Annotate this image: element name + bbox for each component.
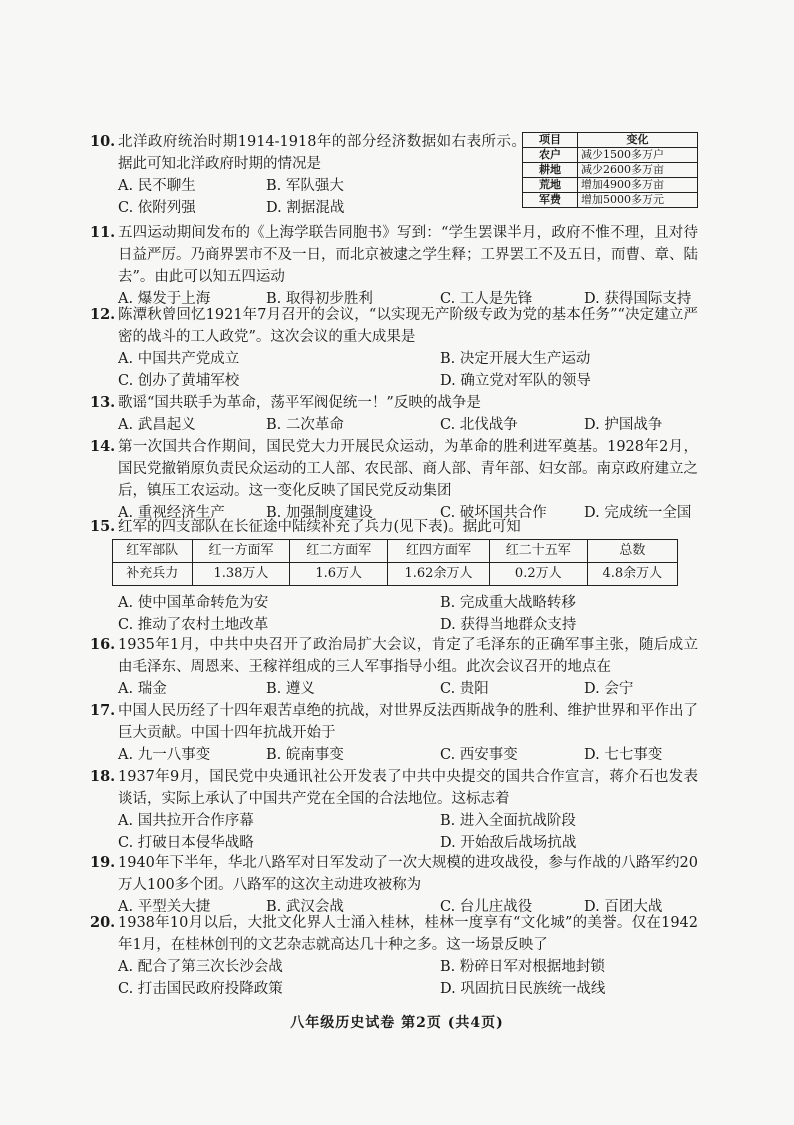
table-header-row [523, 133, 698, 148]
option-c[interactable]: C. 贵阳 [440, 681, 489, 697]
option-row [92, 592, 698, 614]
option-a[interactable]: A. 重视经济生产 [118, 505, 225, 521]
table-row [523, 193, 698, 208]
question-16 [92, 634, 698, 700]
option-b[interactable]: B. 取得初步胜利 [266, 291, 373, 307]
question-number: 17. [90, 702, 116, 719]
question-text: 陈潭秋曾回忆1921年7月召开的会议，“以实现无产阶级专政为党的基本任务”“决定建立严密的战斗的工人政党”。这次会议的重大成果是 [118, 307, 698, 345]
table-cell: 军费 [523, 193, 578, 208]
table-row [113, 563, 678, 586]
option-b[interactable]: B. 皖南事变 [266, 747, 344, 763]
question-number: 15. [90, 518, 116, 535]
question-number: 11. [90, 224, 116, 241]
option-d[interactable]: D. 确立党对军队的领导 [440, 373, 591, 389]
question-text: 1940年下半年，华北八路军对日军发动了一次大规模的进攻战役，参与作战的八路军约20万人100多个团。八路军的这次主动进攻被称为 [118, 855, 698, 893]
option-row [92, 810, 698, 832]
table-cell: 减少2600多万亩 [578, 163, 698, 178]
option-d[interactable]: D. 会宁 [584, 681, 634, 697]
economic-data-table [522, 132, 698, 208]
table-header-row [113, 540, 678, 563]
option-row [92, 744, 698, 766]
option-row [92, 614, 698, 636]
option-a[interactable]: A. 国共拉开合作序幕 [118, 813, 254, 829]
question-text: 1937年9月，国民党中央通讯社公开发表了中共中央提交的国共合作宣言，蒋介石也发表谈话，实际上承认了中国共产党在全国的合法地位。这标志着 [118, 769, 698, 807]
option-d[interactable]: D. 巩固抗日民族统一战线 [440, 981, 606, 997]
option-a[interactable]: A. 民不聊生 [118, 178, 196, 194]
option-b[interactable]: B. 完成重大战略转移 [440, 595, 576, 611]
red-army-reinforcement-table [112, 539, 678, 586]
option-c[interactable]: C. 打击国民政府投降政策 [118, 981, 283, 997]
table-cell: 荒地 [523, 178, 578, 193]
question-17 [92, 700, 698, 766]
table-header: 红军部队 [113, 540, 193, 563]
table-cell: 增加5000多万元 [578, 193, 698, 208]
table-row [523, 163, 698, 178]
question-20 [92, 912, 698, 1000]
option-b[interactable]: B. 遵义 [266, 681, 315, 697]
table-header: 红四方面军 [388, 540, 490, 563]
question-text: 中国人民历经了十四年艰苦卓绝的抗战，对世界反法西斯战争的胜利、维护世界和平作出了巨大贡献。中国十四年抗战开始于 [118, 703, 698, 741]
option-row [92, 956, 698, 978]
option-a[interactable]: A. 平型关大捷 [118, 899, 211, 915]
option-c[interactable]: C. 依附列强 [118, 200, 196, 216]
question-number: 19. [90, 854, 116, 871]
option-d[interactable]: D. 百团大战 [584, 899, 663, 915]
option-c[interactable]: C. 打破日本侵华战略 [118, 835, 254, 851]
option-b[interactable]: B. 决定开展大生产运动 [440, 351, 591, 367]
table-cell: 农户 [523, 148, 578, 163]
table-cell: 1.6万人 [290, 563, 388, 586]
option-b[interactable]: B. 粉碎日军对根据地封锁 [440, 959, 605, 975]
option-a[interactable]: A. 使中国革命转危为安 [118, 595, 269, 611]
option-c[interactable]: C. 推动了农村土地改革 [118, 617, 269, 633]
option-b[interactable]: B. 加强制度建设 [266, 505, 373, 521]
question-number: 16. [90, 636, 116, 653]
option-d[interactable]: D. 完成统一全国 [584, 505, 692, 521]
question-text: 歌谣“国共联手为革命，荡平军阀促统一！”反映的战争是 [118, 395, 481, 411]
question-text: 第一次国共合作期间，国民党大力开展民众运动，为革命的胜利进军奠基。1928年2月，国民党撤销原负责民众运动的工人部、农民部、商人部、青年部、妇女部。南京政府建立之后，镇压工农运动。这一变化反映了国民党反动集团 [118, 439, 698, 499]
table-cell: 增加4900多万亩 [578, 178, 698, 193]
question-14 [92, 436, 698, 524]
table-header: 总数 [587, 540, 677, 563]
option-c[interactable]: C. 台儿庄战役 [440, 899, 533, 915]
question-number: 20. [90, 914, 116, 931]
option-d[interactable]: D. 开始敌后战场抗战 [440, 835, 577, 851]
option-c[interactable]: C. 西安事变 [440, 747, 518, 763]
table-cell: 耕地 [523, 163, 578, 178]
option-c[interactable]: C. 工人是先锋 [440, 291, 533, 307]
table-cell: 1.62余万人 [388, 563, 490, 586]
option-b[interactable]: B. 武汉会战 [266, 899, 344, 915]
option-row [92, 370, 698, 392]
question-text: 北洋政府统治时期1914-1918年的部分经济数据如右表所示。据此可知北洋政府时期的情况是 [118, 134, 526, 172]
option-d[interactable]: D. 获得当地群众支持 [440, 617, 577, 633]
question-number: 10. [90, 133, 116, 150]
option-d[interactable]: D. 七七事变 [584, 747, 663, 763]
option-c[interactable]: C. 北伐战争 [440, 417, 518, 433]
table-header: 红二十五军 [489, 540, 587, 563]
question-15-options [92, 592, 698, 636]
question-number: 13. [90, 394, 116, 411]
table-row [523, 148, 698, 163]
option-c[interactable]: C. 创办了黄埔军校 [118, 373, 240, 389]
option-a[interactable]: A. 瑞金 [118, 681, 167, 697]
table-header: 红二方面军 [290, 540, 388, 563]
question-18 [92, 766, 698, 854]
question-text: 1938年10月以后，大批文化界人士涌入桂林，桂林一度享有“文化城”的美誉。仅在1942年1月，在桂林创刊的文艺杂志就高达几十种之多。这一场景反映了 [118, 915, 698, 953]
option-d[interactable]: D. 割据混战 [266, 200, 345, 216]
option-d[interactable]: D. 护国战争 [584, 417, 663, 433]
option-row [92, 832, 698, 854]
option-d[interactable]: D. 获得国际支持 [584, 291, 692, 307]
option-b[interactable]: B. 军队强大 [266, 178, 344, 194]
option-row [92, 414, 698, 436]
option-a[interactable]: A. 配合了第三次长沙会战 [118, 959, 283, 975]
option-a[interactable]: A. 爆发于上海 [118, 291, 211, 307]
table-cell: 4.8余万人 [587, 563, 677, 586]
table-cell: 0.2万人 [489, 563, 587, 586]
table-cell: 补充兵力 [113, 563, 193, 586]
question-number: 12. [90, 306, 116, 323]
page-footer: 八年级历史试卷 第2页 (共4页) [290, 1015, 504, 1031]
table-row [523, 178, 698, 193]
option-row [92, 348, 698, 370]
option-row [92, 978, 698, 1000]
question-19 [92, 852, 698, 918]
question-text: 红军的四支部队在长征途中陆续补充了兵力(见下表)。据此可知 [118, 519, 521, 535]
option-b[interactable]: B. 二次革命 [266, 417, 344, 433]
question-number: 18. [90, 768, 116, 785]
question-text: 五四运动期间发布的《上海学联告同胞书》写到：“学生罢课半月，政府不惟不理，且对待日益严厉。乃商界罢市不及一日，而北京被逮之学生释；工界罢工不及五日，而曹、章、陆去”。由此可以知五四运动 [118, 225, 698, 285]
option-row [92, 678, 698, 700]
option-a[interactable]: A. 武昌起义 [118, 417, 196, 433]
table-header: 红一方面军 [192, 540, 290, 563]
option-a[interactable]: A. 九一八事变 [118, 747, 211, 763]
table-cell: 1.38万人 [192, 563, 290, 586]
table-header: 变化 [578, 133, 698, 148]
option-b[interactable]: B. 进入全面抗战阶段 [440, 813, 576, 829]
question-12 [92, 304, 698, 392]
table-cell: 减少1500多万户 [578, 148, 698, 163]
option-c[interactable]: C. 破坏国共合作 [440, 505, 547, 521]
question-11 [92, 222, 698, 310]
table-header: 项目 [523, 133, 578, 148]
question-number: 14. [90, 438, 116, 455]
question-15 [92, 516, 698, 538]
question-13 [92, 392, 698, 436]
option-a[interactable]: A. 中国共产党成立 [118, 351, 240, 367]
question-text: 1935年1月，中共中央召开了政治局扩大会议，肯定了毛泽东的正确军事主张，随后成立由毛泽东、周恩来、王稼祥组成的三人军事指导小组。此次会议召开的地点在 [118, 637, 698, 675]
